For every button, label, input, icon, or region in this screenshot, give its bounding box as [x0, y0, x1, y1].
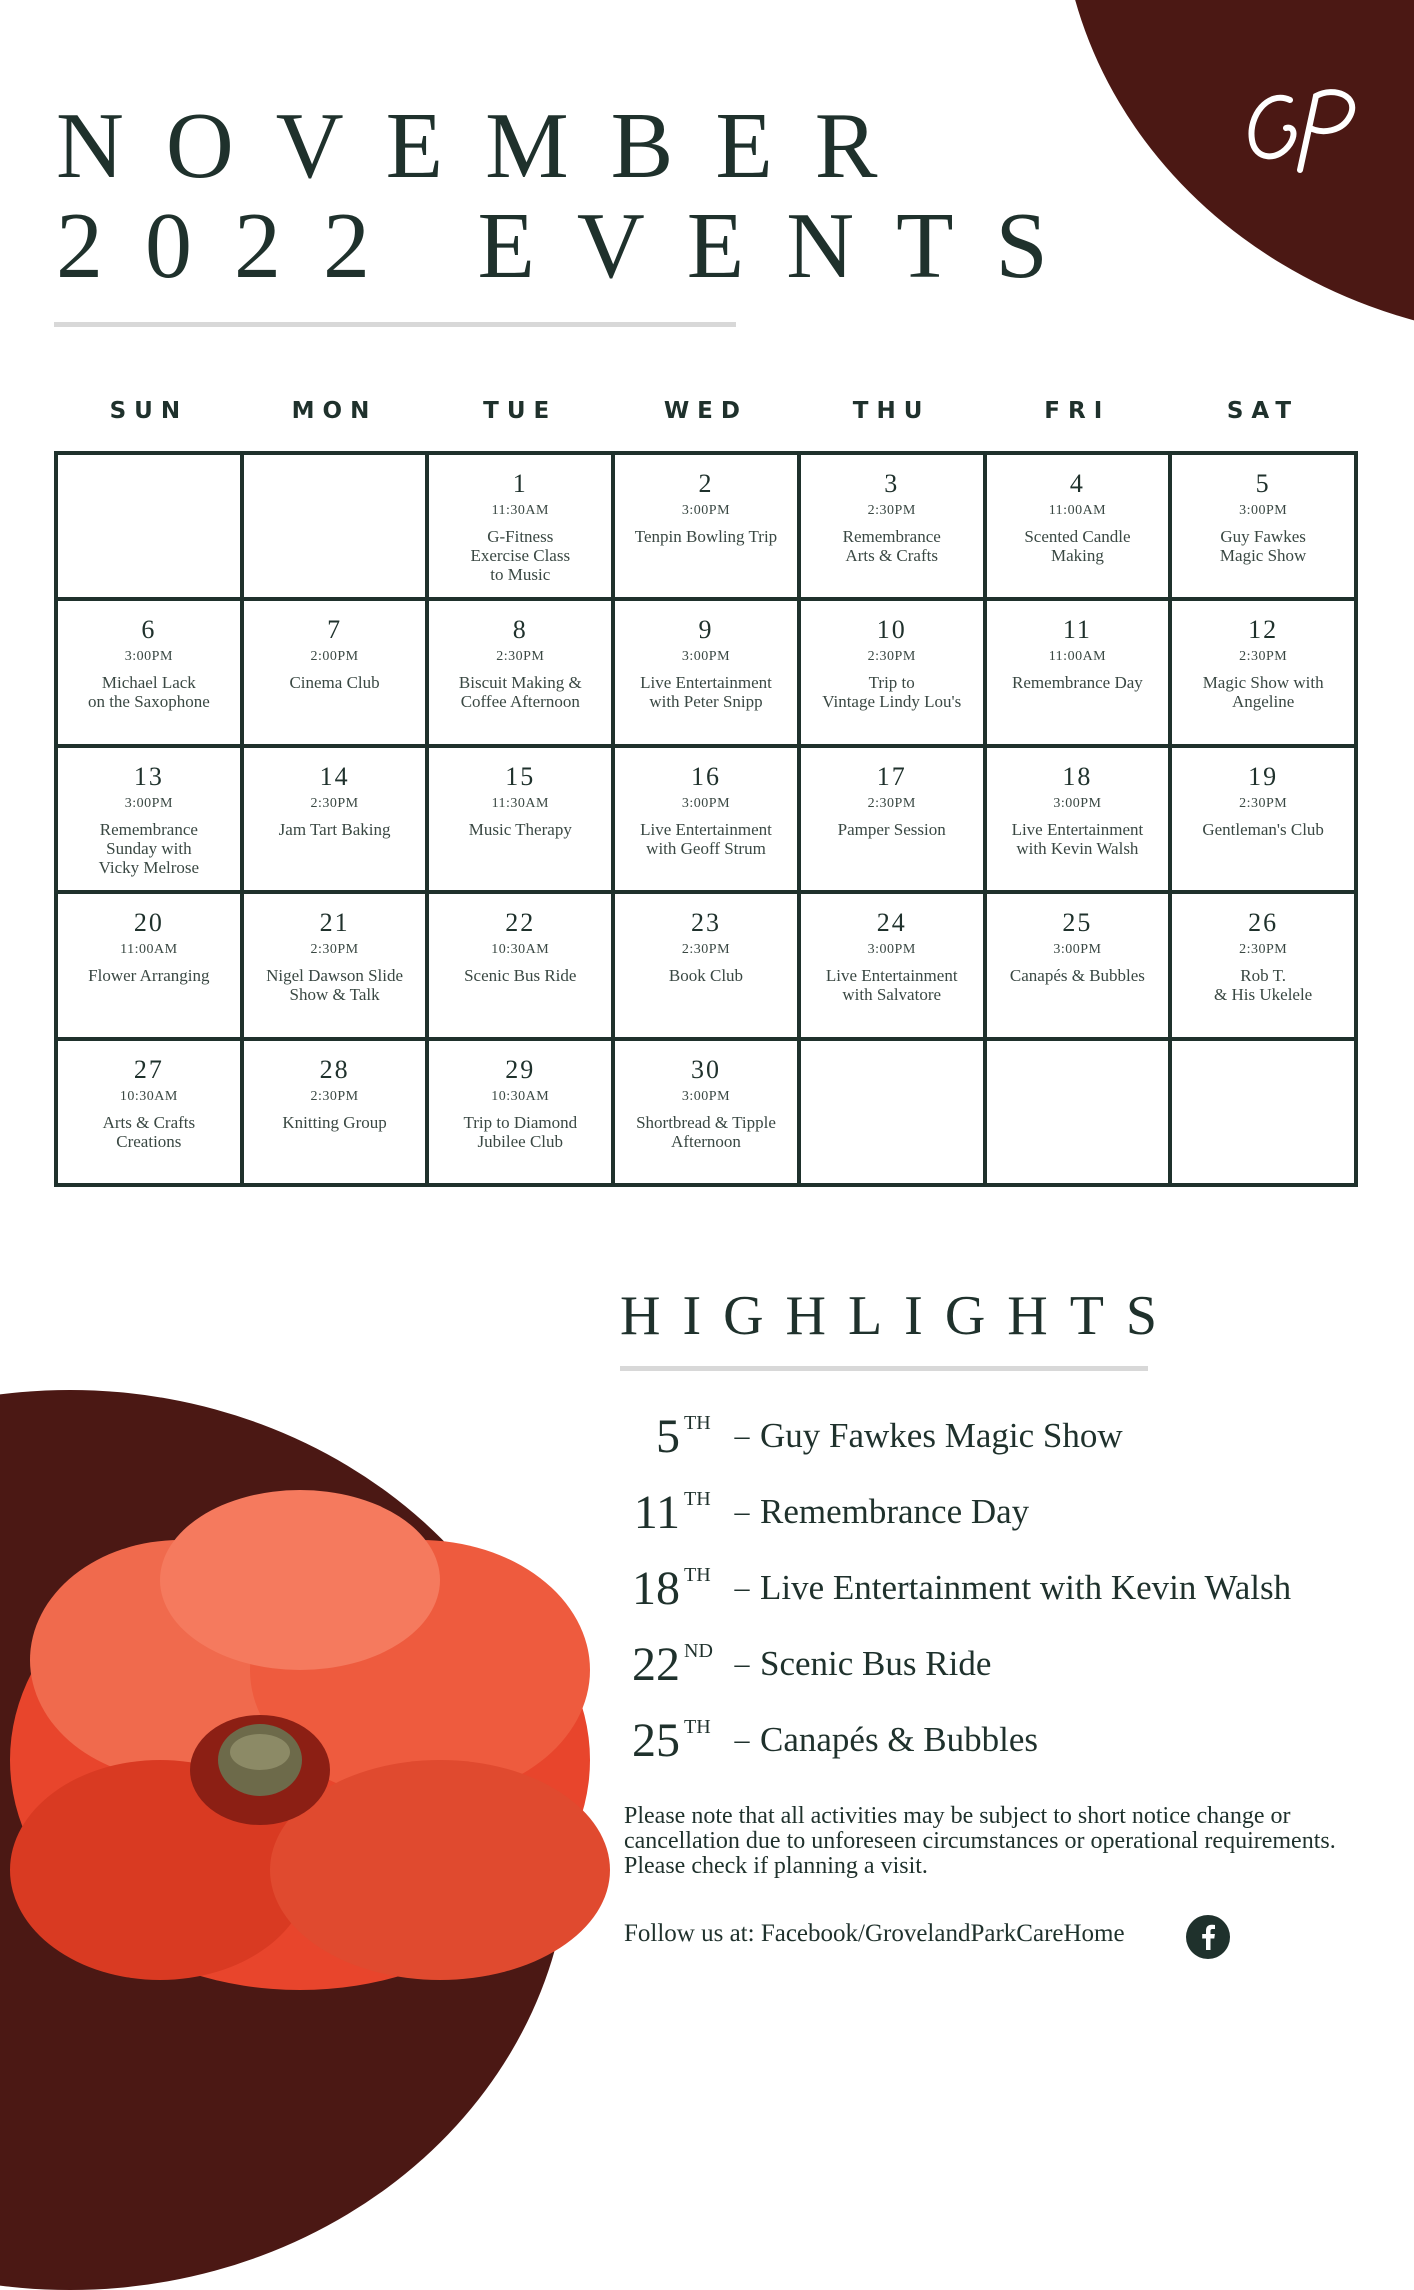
calendar-event: Live Entertainment with Kevin Walsh: [1011, 819, 1144, 858]
calendar-day: 23: [690, 908, 721, 938]
calendar-day-4: [985, 453, 1171, 599]
calendar-day-12: [1170, 599, 1356, 745]
weekday-tue: TUE: [483, 398, 558, 424]
calendar-event: Tenpin Bowling Trip: [634, 527, 778, 546]
title-divider: [54, 322, 736, 327]
calendar-day: 7: [327, 615, 343, 645]
calendar-day-26: [1170, 892, 1356, 1038]
highlight-date: 18: [632, 1561, 680, 1615]
calendar-day: 16: [690, 761, 721, 791]
calendar-time: 2:30PM: [1239, 649, 1288, 665]
calendar-day-23: [613, 892, 799, 1038]
highlight-date: 25: [632, 1713, 680, 1767]
calendar-empty-cell: [242, 453, 428, 599]
calendar-day: 9: [698, 615, 714, 645]
highlight-suffix: TH: [684, 1412, 711, 1434]
calendar-day: 15: [505, 761, 536, 791]
calendar-event: Canapés & Bubbles: [1009, 966, 1145, 986]
calendar-day: 5: [1255, 469, 1271, 498]
calendar-event: Scenic Bus Ride: [464, 966, 577, 986]
calendar-day-10: [799, 599, 985, 745]
calendar-event: Nigel Dawson Slide Show & Talk: [266, 966, 404, 1005]
calendar-day: 3: [884, 469, 900, 498]
calendar-day: 18: [1062, 761, 1093, 791]
highlight-text: Live Entertainment with Kevin Walsh: [760, 1568, 1292, 1607]
highlights-divider: [620, 1366, 1148, 1371]
calendar-empty-cell: [799, 1039, 985, 1185]
calendar-event: Book Club: [668, 966, 744, 986]
highlight-suffix: TH: [684, 1564, 711, 1586]
weekday-thu: THU: [852, 398, 931, 424]
highlight-dash: –: [734, 1571, 750, 1604]
calendar-event: Rob T. & His Ukelele: [1214, 966, 1313, 1005]
calendar-event: Music Therapy: [468, 819, 572, 839]
highlight-item: [620, 1474, 1380, 1550]
calendar-day-22: [427, 892, 613, 1038]
calendar-day-19: [1170, 746, 1356, 892]
calendar-time: 2:30PM: [681, 942, 731, 958]
calendar-day: 28: [319, 1054, 350, 1084]
calendar-time: 2:30PM: [496, 649, 545, 665]
calendar-time: 3:00PM: [681, 795, 731, 811]
calendar-day: 29: [505, 1054, 536, 1084]
page-title: [56, 96, 1090, 296]
calendar-event: Jam Tart Baking: [278, 819, 391, 839]
calendar-time: 10:30AM: [119, 1088, 178, 1104]
calendar-event: Flower Arranging: [88, 966, 210, 986]
calendar-grid: [54, 451, 1358, 1187]
calendar-day-24: [799, 892, 985, 1038]
calendar-day: 27: [133, 1054, 164, 1084]
calendar-time: 11:30AM: [491, 503, 549, 518]
follow-us-text: Follow us at: Facebook/GrovelandParkCareHome: [624, 1920, 1125, 1947]
calendar-time: 2:30PM: [310, 1088, 359, 1104]
weekday-mon: MON: [291, 398, 378, 424]
calendar-day: 10: [876, 615, 907, 645]
calendar-event: Shortbread & Tipple Afternoon: [636, 1112, 776, 1151]
calendar-event: Michael Lack on the Saxophone: [87, 673, 210, 712]
weekday-sat: SAT: [1226, 398, 1300, 424]
calendar-day: 20: [133, 908, 164, 938]
highlight-date: 5: [656, 1409, 680, 1463]
title-line-month: NOVEMBER: [56, 94, 920, 198]
highlight-dash: –: [734, 1495, 750, 1528]
calendar-day-3: [799, 453, 985, 599]
highlights-list: [620, 1398, 1380, 1778]
calendar-time: 2:30PM: [310, 942, 359, 958]
calendar-empty-cell: [56, 453, 242, 599]
calendar-time: 10:30AM: [491, 942, 550, 958]
calendar-event: Trip to Diamond Jubilee Club: [463, 1112, 578, 1151]
calendar-time: 3:00PM: [681, 649, 731, 665]
weekday-fri: FRI: [1044, 398, 1111, 424]
weekday-header: [56, 398, 1356, 424]
calendar-day: 30: [690, 1054, 721, 1084]
calendar-time: 11:00AM: [1048, 503, 1107, 518]
calendar-time: 3:00PM: [1053, 795, 1102, 811]
calendar-time: 2:30PM: [867, 795, 916, 811]
calendar-time: 3:00PM: [1053, 942, 1102, 958]
calendar-day: 17: [876, 761, 907, 791]
calendar-event: Live Entertainment with Peter Snipp: [640, 673, 772, 712]
calendar-day: 26: [1248, 908, 1279, 938]
calendar-time: 2:00PM: [310, 649, 359, 665]
calendar-event: G-Fitness Exercise Class to Music: [470, 527, 571, 584]
calendar-day-5: [1170, 453, 1356, 599]
calendar-time: 2:30PM: [310, 795, 359, 811]
calendar-day: 19: [1248, 761, 1279, 791]
calendar-time: 11:00AM: [120, 942, 178, 958]
calendar-event: Magic Show with Angeline: [1202, 673, 1324, 712]
facebook-icon[interactable]: [1186, 1915, 1230, 1959]
calendar-day-7: [242, 599, 428, 745]
poppy-flower-icon: [0, 1440, 640, 2000]
highlights-title: HIGHLIGHTS: [620, 1285, 1180, 1347]
calendar-day: 2: [698, 469, 714, 498]
calendar-event: Biscuit Making & Coffee Afternoon: [458, 673, 582, 712]
highlight-date: 22: [632, 1637, 680, 1691]
highlight-dash: –: [734, 1647, 750, 1680]
calendar-time: 3:00PM: [124, 649, 173, 665]
calendar-time: 10:30AM: [491, 1088, 550, 1104]
calendar-day: 22: [505, 908, 536, 938]
calendar-day: 4: [1069, 469, 1085, 498]
calendar-time: 3:00PM: [124, 795, 173, 811]
calendar-day: 1: [512, 469, 528, 498]
calendar-empty-cell: [1170, 1039, 1356, 1185]
calendar-day-16: [613, 746, 799, 892]
highlight-text: Remembrance Day: [760, 1492, 1030, 1531]
calendar-event: Trip to Vintage Lindy Lou's: [822, 673, 962, 712]
calendar-event: Knitting Group: [282, 1112, 387, 1132]
calendar-day-28: [242, 1039, 428, 1185]
calendar-time: 2:30PM: [1239, 942, 1288, 958]
highlight-suffix: TH: [684, 1488, 711, 1510]
calendar-day-15: [427, 746, 613, 892]
highlight-date: 11: [633, 1485, 680, 1539]
calendar-event: Remembrance Sunday with Vicky Melrose: [98, 819, 200, 877]
highlight-dash: –: [734, 1723, 750, 1756]
calendar-day-14: [242, 746, 428, 892]
gp-logo-icon: [1238, 78, 1366, 178]
calendar-day: 8: [512, 615, 528, 645]
calendar-day-30: [613, 1039, 799, 1185]
calendar-event: Pamper Session: [837, 819, 946, 839]
disclaimer-note: Please note that all activities may be subject to short notice change or cancellation due to unforeseen circumstances or operational requirements. Please check if planning a visit.: [624, 1803, 1336, 1879]
calendar-event: Live Entertainment with Geoff Strum: [640, 819, 772, 858]
highlight-item: [620, 1626, 1380, 1702]
calendar-event: Arts & Crafts Creations: [102, 1112, 196, 1151]
calendar-day-25: [985, 892, 1171, 1038]
calendar-day: 13: [133, 761, 164, 791]
calendar-day-6: [56, 599, 242, 745]
calendar-day: 21: [319, 908, 350, 938]
calendar-day: 6: [141, 615, 157, 645]
calendar-day-13: [56, 746, 242, 892]
title-line-events: 2022 EVENTS: [56, 194, 1090, 298]
calendar-day-8: [427, 599, 613, 745]
calendar-day-11: [985, 599, 1171, 745]
calendar-day-27: [56, 1039, 242, 1185]
calendar-day-21: [242, 892, 428, 1038]
calendar-time: 3:00PM: [681, 1088, 731, 1104]
calendar-day: 14: [319, 761, 350, 791]
highlight-text: Scenic Bus Ride: [760, 1644, 992, 1683]
calendar-event: Remembrance Day: [1012, 673, 1143, 693]
weekday-wed: WED: [663, 398, 748, 424]
calendar-day-18: [985, 746, 1171, 892]
calendar-day-20: [56, 892, 242, 1038]
highlight-text: Canapés & Bubbles: [760, 1720, 1039, 1759]
highlight-suffix: ND: [684, 1640, 713, 1662]
highlight-item: [620, 1398, 1380, 1474]
calendar-time: 3:00PM: [867, 942, 916, 958]
calendar-day-1: [427, 453, 613, 599]
calendar-event: Cinema Club: [289, 673, 380, 693]
weekday-sun: SUN: [109, 398, 189, 424]
calendar-empty-cell: [985, 1039, 1171, 1185]
calendar-event: Guy Fawkes Magic Show: [1219, 527, 1307, 565]
calendar-time: 11:30AM: [491, 795, 549, 811]
calendar-day: 11: [1062, 615, 1092, 645]
calendar-day-17: [799, 746, 985, 892]
highlight-suffix: TH: [684, 1716, 711, 1738]
calendar-day-2: [613, 453, 799, 599]
calendar-day-9: [613, 599, 799, 745]
calendar-event: Remembrance Arts & Crafts: [842, 527, 941, 565]
calendar-event: Scented Candle Making: [1024, 527, 1131, 565]
calendar-day: 12: [1248, 615, 1279, 645]
calendar-day-29: [427, 1039, 613, 1185]
calendar-time: 3:00PM: [681, 503, 731, 518]
calendar-time: 2:30PM: [867, 649, 916, 665]
calendar-time: 11:00AM: [1048, 649, 1107, 665]
calendar-event: Live Entertainment with Salvatore: [825, 966, 958, 1005]
calendar-time: 2:30PM: [867, 503, 916, 518]
highlight-item: [620, 1550, 1380, 1626]
calendar-day: 25: [1062, 908, 1093, 938]
calendar-time: 2:30PM: [1239, 795, 1288, 811]
highlight-text: Guy Fawkes Magic Show: [760, 1416, 1123, 1455]
highlight-dash: –: [734, 1419, 750, 1452]
highlight-item: [620, 1702, 1380, 1778]
calendar-event: Gentleman's Club: [1202, 819, 1324, 839]
calendar-day: 24: [876, 908, 907, 938]
calendar-time: 3:00PM: [1239, 503, 1288, 518]
